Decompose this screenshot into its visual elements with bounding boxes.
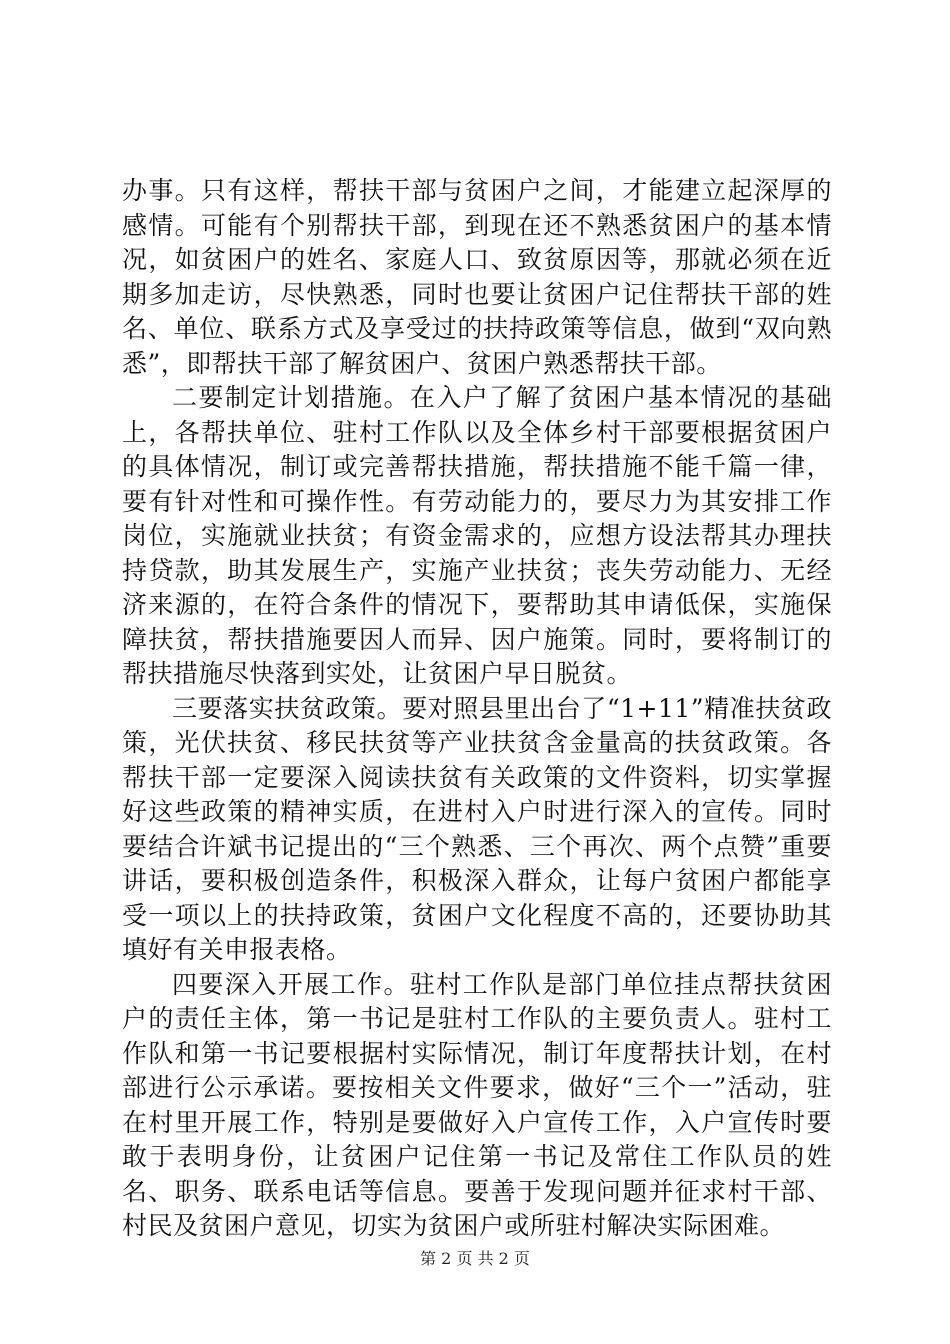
paragraph-poverty-policy: 三要落实扶贫政策。要对照县里出台了“1+11”精准扶贫政策，光伏扶贫、移民扶贫等产业扶贫含金量高的扶贫政策。各帮扶干部一定要深入阅读扶贫有关政策的文件资料，切实掌握好这些政策的精神实质，在进村入户时进行深入的宣传。同时要结合许斌书记提出的“三个熟悉、三个再次、两个点赞”重要讲话，要积极创造条件，积极深入群众，让每户贫困户都能享受一项以上的扶持政策，贫困户文化程度不高的，还要协助其填好有关申报表格。 bbox=[122, 693, 832, 964]
paragraph-plan-measures: 二要制定计划措施。在入户了解了贫困户基本情况的基础上，各帮扶单位、驻村工作队以及全体乡村干部要根据贫困户的具体情况，制订或完善帮扶措施，帮扶措施不能千篇一律，要有针对性和可操作性。有劳动能力的，要尽力为其安排工作岗位，实施就业扶贫；有资金需求的，应想方设法帮其办理扶持贷款，助其发展生产，实施产业扶贫；丧失劳动能力、无经济来源的，在符合条件的情况下，要帮助其申请低保，实施保障扶贫，帮扶措施要因人而异、因户施策。同时，要将制订的帮扶措施尽快落到实处，让贫困户早日脱贫。 bbox=[122, 383, 832, 688]
paragraph-continued: 办事。只有这样，帮扶干部与贫困户之间，才能建立起深厚的感情。可能有个别帮扶干部，到现在还不熟悉贫困户的基本情况，如贫困户的姓名、家庭人口、致贫原因等，那就必须在近期多加走访，尽快熟悉，同时也要让贫困户记住帮扶干部的姓名、单位、联系方式及享受过的扶持政策等信息，做到“双向熟悉”，即帮扶干部了解贫困户、贫困户熟悉帮扶干部。 bbox=[122, 176, 832, 378]
document-body bbox=[122, 174, 832, 1244]
page-footer: 第 2 页 共 2 页 bbox=[420, 1249, 530, 1268]
paragraph-carry-out-work: 四要深入开展工作。驻村工作队是部门单位挂点帮扶贫困户的责任主体，第一书记是驻村工作队的主要负责人。驻村工作队和第一书记要根据村实际情况，制订年度帮扶计划，在村部进行公示承诺。要按相关文件要求，做好“三个一”活动，驻在村里开展工作，特别是要做好入户宣传工作，入户宣传时要敢于表明身份，让贫困户记住第一书记及常住工作队员的姓名、职务、联系电话等信息。要善于发现问题并征求村干部、村民及贫困户意见，切实为贫困户或所驻村解决实际困难。 bbox=[122, 969, 832, 1240]
